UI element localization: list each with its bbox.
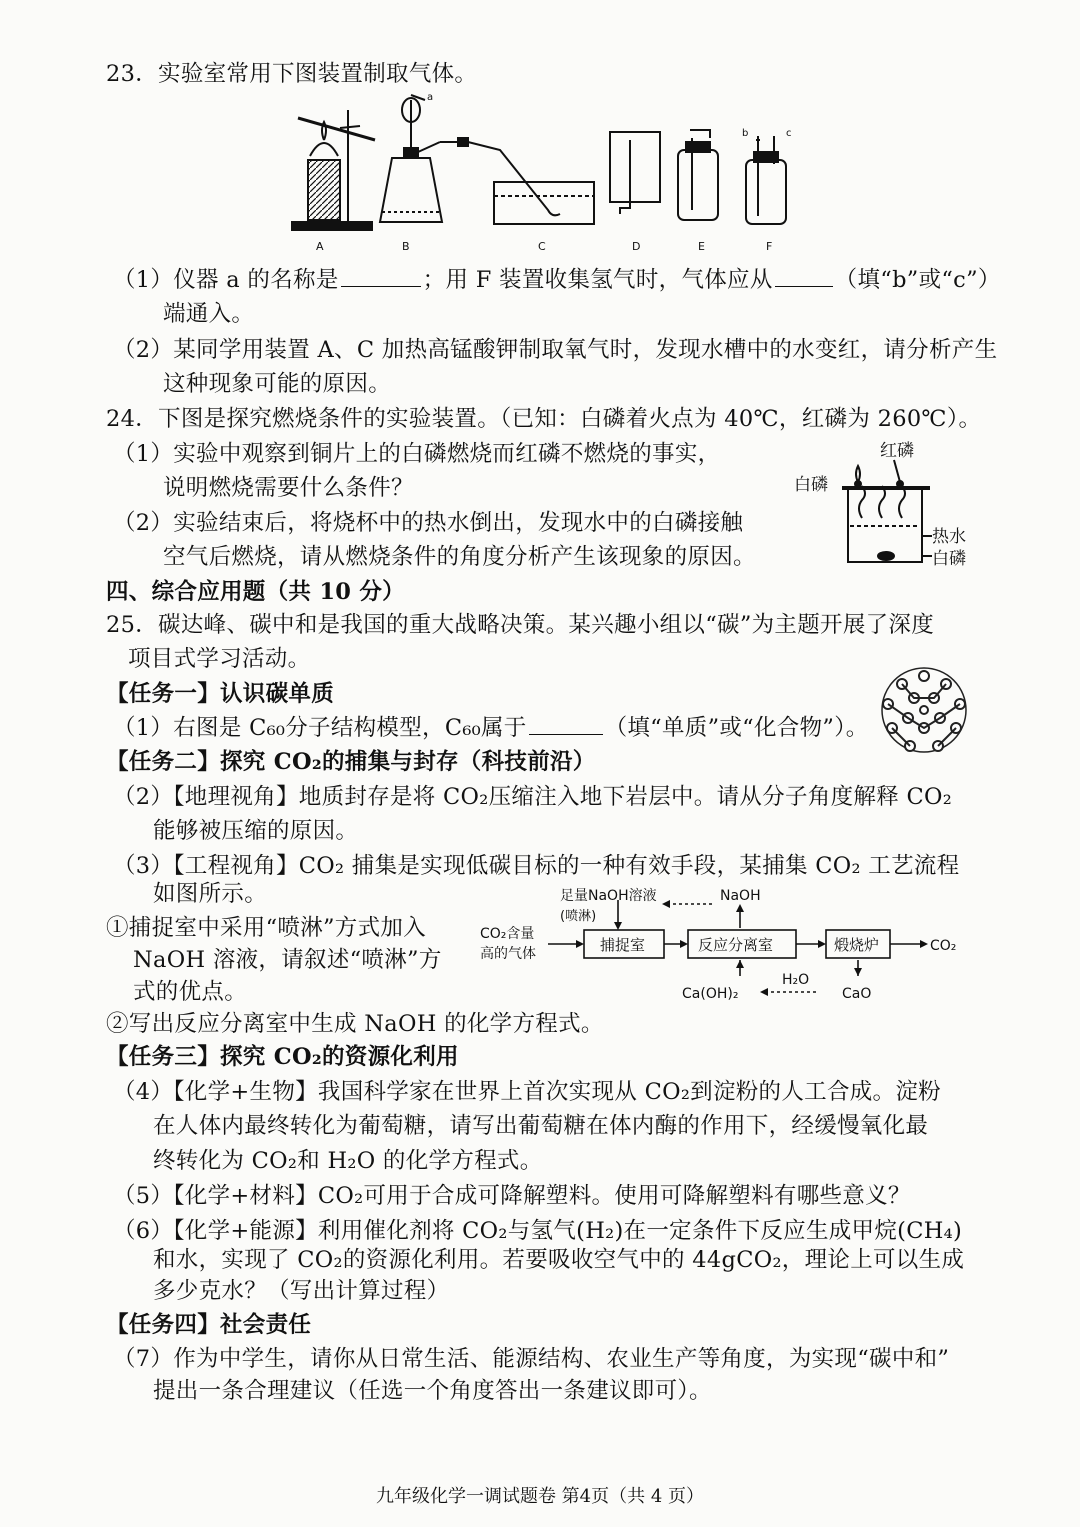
flow-spray: (喷淋) <box>560 909 597 924</box>
q25-q4b: 在人体内最终转化为葡萄糖，请写出葡萄糖在体内酶的作用下，经缓慢氧化最 <box>153 1113 929 1139</box>
q24-title: 24．下图是探究燃烧条件的实验装置。（已知：白磷着火点为 40℃，红磷为 260℃）。 <box>106 406 982 432</box>
flow-h2o: H₂O <box>782 972 810 988</box>
q23-p1a: （1）仪器 a 的名称是 <box>113 267 339 293</box>
q25-q7a: （7）作为中学生，请你从日常生活、能源结构、农业生产等角度，为实现“碳中和” <box>113 1346 950 1372</box>
q25-q3b: 如图所示。 <box>153 881 268 907</box>
answer-blank-c60[interactable] <box>529 712 603 735</box>
q25-q3-1c: 式的优点。 <box>133 979 248 1005</box>
flow-separation-room: 反应分离室 <box>698 936 774 954</box>
label-C: C <box>538 240 546 253</box>
q25-q1b: （填“单质”或“化合物”）。 <box>604 715 869 741</box>
label-B: B <box>402 240 410 253</box>
q23-apparatus-figure <box>280 90 800 260</box>
co2-capture-flow-diagram <box>476 880 976 1010</box>
flow-calciner: 煅烧炉 <box>834 936 880 954</box>
fig-red-phosphorus: 红磷 <box>880 441 914 461</box>
q25-q3-2: ②写出反应分离室中生成 NaOH 的化学方程式。 <box>106 1011 604 1037</box>
flow-cao: CaO <box>842 986 872 1002</box>
label-F: F <box>766 240 773 253</box>
label-b: b <box>742 128 749 139</box>
task1-heading: 【任务一】认识碳单质 <box>106 681 335 707</box>
flow-output-co2: CO₂ <box>930 938 957 954</box>
q23-part1 <box>113 264 1001 296</box>
flow-capture-room: 捕捉室 <box>600 936 646 954</box>
q25-q1 <box>113 712 869 744</box>
answer-blank-a[interactable] <box>341 264 421 287</box>
q25-intro2: 项目式学习活动。 <box>128 646 311 672</box>
q25-q4c: 终转化为 CO₂和 H₂O 的化学方程式。 <box>153 1148 543 1174</box>
q23-p2b: 这种现象可能的原因。 <box>163 371 392 397</box>
q25-q3a: （3）【工程视角】CO₂ 捕集是实现低碳目标的一种有效手段，某捕集 CO₂ 工艺流程 <box>113 853 960 879</box>
q25-q5: （5）【化学+材料】CO₂可用于合成可降解塑料。使用可降解塑料有哪些意义？ <box>113 1183 911 1209</box>
q23-p1b: ；用 F 装置收集氢气时，气体应从 <box>422 267 773 293</box>
label-c: c <box>786 128 792 139</box>
q25-q6b: 和水，实现了 CO₂的资源化利用。若要吸收空气中的 44gCO₂，理论上可以生成 <box>153 1247 965 1273</box>
task3-heading: 【任务三】探究 CO₂的资源化利用 <box>106 1044 459 1070</box>
q25-q2b: 能够被压缩的原因。 <box>153 818 359 844</box>
fig-white-phosphorus: 白磷 <box>794 475 828 495</box>
task2-heading: 【任务二】探究 CO₂的捕集与封存（科技前沿） <box>106 749 596 775</box>
q23-p2a: （2）某同学用装置 A、C 加热高锰酸钾制取氧气时，发现水槽中的水变红，请分析产生 <box>113 337 998 363</box>
q23-title: 23．实验室常用下图装置制取气体。 <box>106 61 478 87</box>
q25-q7b: 提出一条合理建议（任选一个角度答出一条建议即可）。 <box>153 1378 712 1404</box>
c60-model-figure <box>874 664 974 756</box>
q25-q1a: （1）右图是 C₆₀分子结构模型，C₆₀属于 <box>113 715 527 741</box>
q24-p1b: 说明燃烧需要什么条件？ <box>163 475 414 501</box>
q23-p1d: 端通入。 <box>163 301 255 327</box>
q25-intro1: 25．碳达峰、碳中和是我国的重大战略决策。某兴趣小组以“碳”为主题开展了深度 <box>106 612 935 638</box>
q25-q6c: 多少克水？（写出计算过程） <box>153 1278 450 1304</box>
flow-naoh: NaOH <box>720 888 761 904</box>
q25-q3-1b: NaOH 溶液，请叙述“喷淋”方 <box>133 947 442 973</box>
fig-hot-water: 热水 <box>932 527 966 547</box>
q25-q2a: （2）【地理视角】地质封存是将 CO₂压缩注入地下岩层中。请从分子角度解释 CO₂ <box>113 784 953 810</box>
flow-input-line1: CO₂含量 <box>480 926 535 942</box>
section4-title: 四、综合应用题（共 10 分） <box>106 579 405 605</box>
label-E: E <box>698 240 705 253</box>
q24-p1a: （1）实验中观察到铜片上的白磷燃烧而红磷不燃烧的事实， <box>113 441 721 467</box>
combustion-figure <box>790 438 970 573</box>
page-footer: 九年级化学一调试题卷 第4页（共 4 页） <box>375 1486 705 1507</box>
fig-white-phosphorus-2: 白磷 <box>932 549 966 569</box>
q25-q3-1a: ①捕捉室中采用“喷淋”方式加入 <box>106 915 427 941</box>
flow-caoh2: Ca(OH)₂ <box>682 986 739 1002</box>
label-D: D <box>632 240 641 253</box>
q25-q4a: （4）【化学+生物】我国科学家在世界上首次实现从 CO₂到淀粉的人工合成。淀粉 <box>113 1079 941 1105</box>
flow-input-line2: 高的气体 <box>480 946 536 962</box>
q24-p2a: （2）实验结束后，将烧杯中的热水倒出，发现水中的白磷接触 <box>113 510 744 536</box>
label-a: a <box>427 92 434 103</box>
q24-p2b: 空气后燃烧，请从燃烧条件的角度分析产生该现象的原因。 <box>163 544 756 570</box>
q23-p1c: （填“b”或“c”） <box>834 267 1001 293</box>
label-A: A <box>316 240 324 253</box>
q25-q6a: （6）【化学+能源】利用催化剂将 CO₂与氢气(H₂)在一定条件下反应生成甲烷(CH₄) <box>113 1218 963 1244</box>
answer-blank-bc[interactable] <box>775 264 833 287</box>
task4-heading: 【任务四】社会责任 <box>106 1312 312 1338</box>
flow-naoh-solution: 足量NaOH溶液 <box>560 888 657 904</box>
